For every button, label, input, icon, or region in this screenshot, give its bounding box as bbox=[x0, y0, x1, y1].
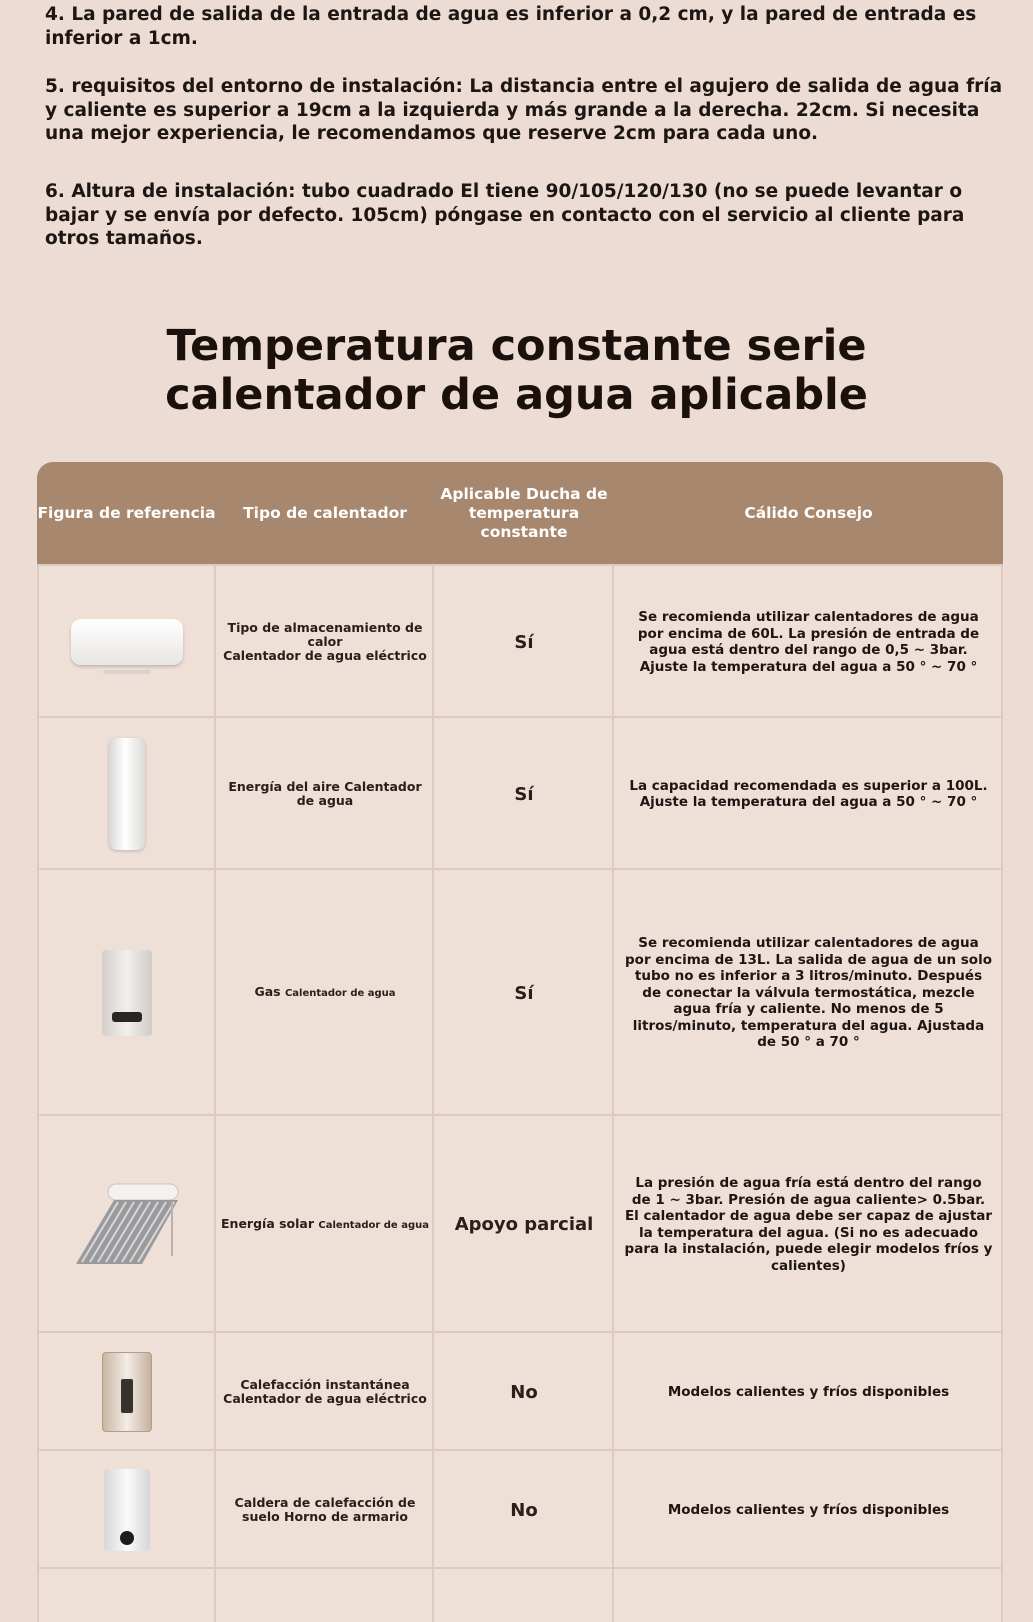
heater-type-line-1: Tipo de almacenamiento de calor bbox=[227, 620, 423, 649]
wall-boiler-icon bbox=[104, 1469, 150, 1551]
page-title-line-2: calentador de agua aplicable bbox=[165, 370, 868, 420]
row-tip: Se recomienda utilizar calentadores de agua por encima de 13L. La salida de agua de un solo tubo no es inferior a 3 litros/minuto. Después de conectar la válvula termostática, mezcle agua fría y caliente. No menos de 5 litros/minuto, temperatura del agua. Ajustada de 50 ° a 70 ° bbox=[625, 935, 992, 1051]
note-wall-thickness: 4. La pared de salida de la entrada de agua es inferior a 0,2 cm, y la pared de entrada es inferior a 1cm. bbox=[45, 4, 977, 49]
header-heater-type: Tipo de calentador bbox=[243, 503, 407, 522]
header-reference-figure: Figura de referencia bbox=[37, 503, 216, 522]
table-row bbox=[37, 564, 1003, 718]
table-row bbox=[37, 1331, 1003, 1451]
table-header bbox=[37, 462, 1003, 564]
row-tip: Modelos calientes y fríos disponibles bbox=[667, 1501, 950, 1518]
row-heater-type bbox=[216, 718, 434, 870]
dial bbox=[120, 1531, 134, 1545]
heater-type-line-1: Calefacción instantánea bbox=[240, 1377, 410, 1392]
note-installation-environment: 5. requisitos del entorno de instalación: La distancia entre el agujero de salida de agua fría y caliente es superior a 19cm a la izquierda y más grande a la derecha. 22cm. Si necesita una mejor experiencia, le recomendamos que reserve 2cm para cada uno. bbox=[45, 76, 1003, 144]
note-installation-height: 6. Altura de instalación: tubo cuadrado El tiene 90/105/120/130 (no se puede levantar o bajar y se envía por defecto. 105cm) póngase en contacto con el servicio al cliente para otros tamaños. bbox=[45, 181, 965, 249]
display-panel bbox=[121, 1379, 133, 1413]
row-applicable: Sí bbox=[514, 783, 534, 805]
display-panel bbox=[112, 1012, 142, 1022]
heater-compatibility-table bbox=[37, 462, 1003, 1622]
row-heater-type bbox=[216, 1116, 434, 1333]
heater-type-line-1: Gas bbox=[254, 984, 281, 999]
row-image-cell bbox=[37, 1116, 216, 1333]
table-row bbox=[37, 716, 1003, 870]
heater-type-line-1: Energía solar bbox=[221, 1215, 315, 1231]
header-warm-tip: Cálido Consejo bbox=[744, 503, 873, 522]
row-image-cell bbox=[37, 1451, 216, 1569]
heater-type-line-1: Energía del aire Calentador bbox=[228, 779, 422, 794]
row-tip: Modelos calientes y fríos disponibles bbox=[667, 1383, 950, 1400]
row-heater-type bbox=[216, 566, 434, 718]
row-heater-type bbox=[216, 1333, 434, 1451]
heater-type-line-1: Caldera de calefacción de bbox=[234, 1495, 416, 1510]
gas-heater-icon bbox=[102, 950, 152, 1036]
air-energy-tank-icon bbox=[109, 738, 145, 850]
table-row-partial bbox=[37, 1567, 1003, 1622]
row-image-cell bbox=[37, 566, 216, 718]
row-applicable: Apoyo parcial bbox=[454, 1214, 594, 1235]
header-constant-temp-shower: Aplicable Ducha de temperatura constante bbox=[440, 484, 608, 541]
solar-heater-icon bbox=[72, 1180, 182, 1270]
page-title bbox=[0, 322, 1033, 420]
row-applicable: No bbox=[510, 1499, 538, 1521]
row-image-cell bbox=[37, 1333, 216, 1451]
heater-type-line-2: Calentador de agua eléctrico bbox=[223, 648, 427, 663]
row-heater-type bbox=[216, 870, 434, 1116]
instant-electric-heater-icon bbox=[102, 1352, 152, 1432]
page-title-line-1: Temperatura constante serie bbox=[166, 321, 867, 371]
heater-type-line-2: suelo Horno de armario bbox=[242, 1509, 408, 1524]
heater-type-small: Calentador de agua bbox=[284, 988, 396, 999]
row-applicable: Sí bbox=[514, 631, 534, 653]
row-image-cell bbox=[37, 718, 216, 870]
row-applicable: Sí bbox=[514, 982, 534, 1004]
horizontal-electric-tank-icon bbox=[71, 619, 183, 665]
table-row bbox=[37, 1449, 1003, 1569]
row-applicable: No bbox=[510, 1381, 538, 1403]
table-row bbox=[37, 868, 1003, 1116]
heater-type-line-2: Calentador de agua eléctrico bbox=[223, 1391, 427, 1406]
heater-type-line-2: de agua bbox=[296, 793, 354, 808]
table-row bbox=[37, 1114, 1003, 1333]
heater-type-small: Calentador de agua bbox=[318, 1219, 429, 1231]
row-heater-type bbox=[216, 1451, 434, 1569]
row-tip: Se recomienda utilizar calentadores de agua por encima de 60L. La presión de entrada de agua está dentro del rango de 0,5 ~ 3bar. Ajuste la temperatura del agua a 50 ° ~ 70 ° bbox=[637, 609, 980, 675]
row-tip: La presión de agua fría está dentro del rango de 1 ~ 3bar. Presión de agua caliente> 0.5bar. El calentador de agua debe ser capaz de ajustar la temperatura del agua. (Si no es adecuado para la instalación, puede elegir modelos fríos y calientes) bbox=[624, 1175, 993, 1274]
row-tip: La capacidad recomendada es superior a 100L. Ajuste la temperatura del agua a 50 ° ~ 70 ° bbox=[629, 777, 988, 810]
row-image-cell bbox=[37, 870, 216, 1116]
